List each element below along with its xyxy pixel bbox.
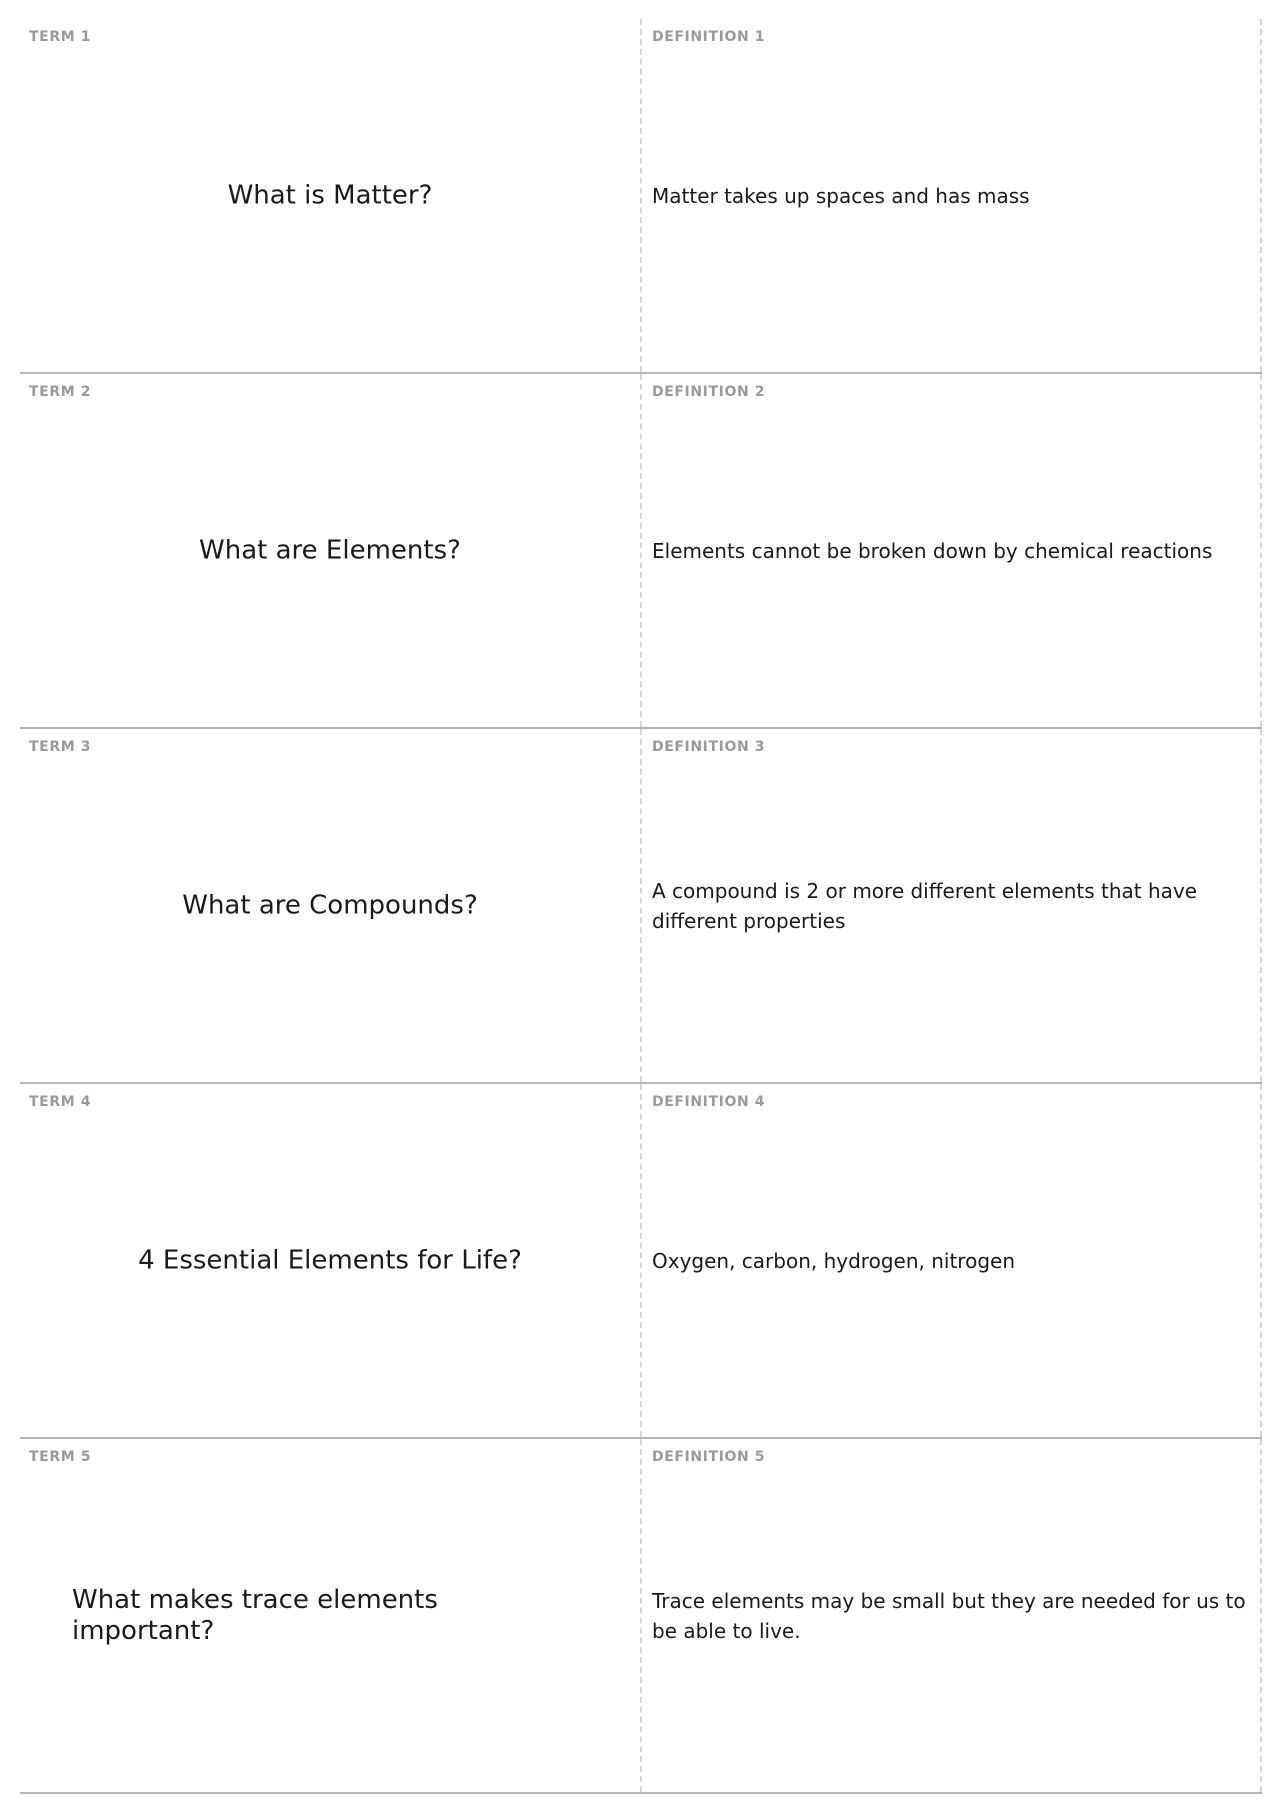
term-cell <box>20 1439 642 1792</box>
term-text: What are Elements? <box>199 535 461 565</box>
definition-label: DEFINITION 3 <box>652 739 766 755</box>
term-cell <box>20 729 642 1082</box>
definition-text: Trace elements may be small but they are needed for us to be able to live. <box>652 1588 1246 1643</box>
flashcard-row <box>20 729 1262 1084</box>
term-label: TERM 2 <box>29 384 92 400</box>
flashcard-row <box>20 19 1262 374</box>
term-label: TERM 4 <box>29 1094 92 1110</box>
definition-text: Elements cannot be broken down by chemical reactions <box>652 538 1213 563</box>
term-label: TERM 3 <box>29 739 92 755</box>
term-label: TERM 1 <box>29 29 92 45</box>
definition-text: Matter takes up spaces and has mass <box>652 183 1030 208</box>
definition-cell <box>642 729 1262 1082</box>
definition-cell <box>642 19 1262 372</box>
definition-label: DEFINITION 1 <box>652 29 766 45</box>
term-label: TERM 5 <box>29 1449 92 1465</box>
definition-label: DEFINITION 2 <box>652 384 766 400</box>
term-cell <box>20 19 642 372</box>
term-text: What is Matter? <box>227 180 433 210</box>
term-text: 4 Essential Elements for Life? <box>138 1245 522 1275</box>
term-text: What are Compounds? <box>182 890 478 920</box>
flashcard-row <box>20 374 1262 729</box>
definition-text: A compound is 2 or more different elements that have different properties <box>652 878 1198 933</box>
flashcard-sheet <box>20 19 1262 1794</box>
flashcard-row <box>20 1084 1262 1439</box>
definition-text: Oxygen, carbon, hydrogen, nitrogen <box>652 1248 1015 1273</box>
definition-cell <box>642 1439 1262 1792</box>
definition-cell <box>642 1084 1262 1437</box>
definition-label: DEFINITION 4 <box>652 1094 766 1110</box>
term-cell <box>20 1084 642 1437</box>
term-cell <box>20 374 642 727</box>
flashcard-row <box>20 1439 1262 1794</box>
definition-label: DEFINITION 5 <box>652 1449 766 1465</box>
term-text: What makes trace elements important? <box>72 1584 438 1646</box>
definition-cell <box>642 374 1262 727</box>
